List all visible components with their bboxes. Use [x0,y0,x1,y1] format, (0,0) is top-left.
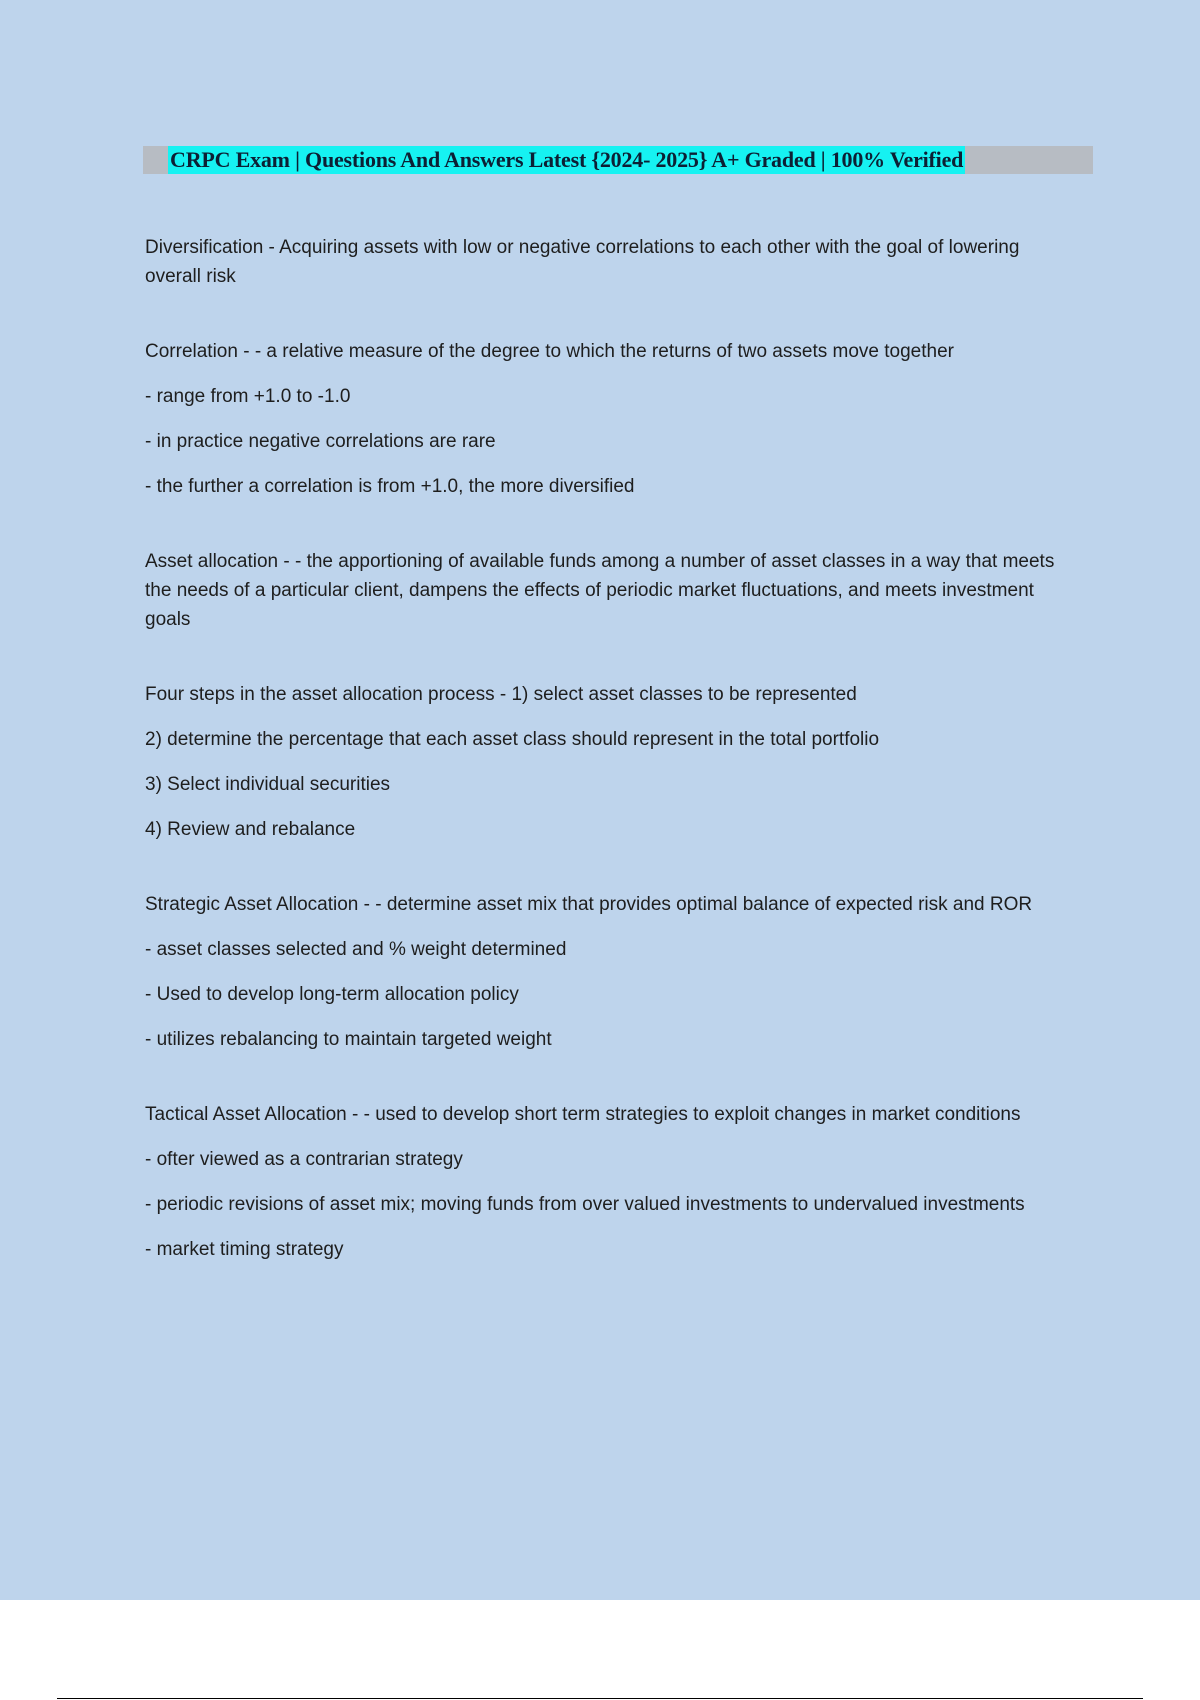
entry-diversification [145,233,1080,291]
entry-line: - periodic revisions of asset mix; moving funds from over valued investments to undervalued investments [145,1194,1025,1215]
entry-line: Strategic Asset Allocation - - determine asset mix that provides optimal balance of expected risk and ROR [145,894,1033,915]
entry-asset-allocation [145,547,1080,634]
entry-correlation [145,337,1080,501]
entry-line: Tactical Asset Allocation - - used to develop short term strategies to exploit changes in market conditions [145,1104,1021,1125]
entry-line: 2) determine the percentage that each asset class should represent in the total portfolio [145,729,880,750]
entry-line: 4) Review and rebalance [145,819,356,840]
entry-line: Four steps in the asset allocation process - 1) select asset classes to be represented [145,684,857,705]
entry-line: - utilizes rebalancing to maintain targeted weight [145,1029,552,1050]
document-title: CRPC Exam | Questions And Answers Latest {2024- 2025} A+ Graded | 100% Verified [170,147,964,172]
entry-line: - market timing strategy [145,1239,344,1260]
entry-line: - asset classes selected and % weight determined [145,939,567,960]
entry-line: Diversification - Acquiring assets with low or negative correlations to each other with the goal of lowering overall risk [145,237,1020,287]
entry-line: Correlation - - a relative measure of the degree to which the returns of two assets move together [145,341,954,362]
entry-four-steps [145,680,1080,844]
entry-line: 3) Select individual securities [145,774,391,795]
entry-line: - the further a correlation is from +1.0, the more diversified [145,476,635,497]
entry-line: Asset allocation - - the apportioning of available funds among a number of asset classes in a way that meets the needs of a particular client, dampens the effects of periodic market fluctuations, and meets investment goals [145,551,1055,630]
entry-line: - ofter viewed as a contrarian strategy [145,1149,463,1170]
entry-line: - Used to develop long-term allocation policy [145,984,519,1005]
document-body [145,233,1080,1310]
entry-strategic-asset-allocation [145,890,1080,1054]
entry-tactical-asset-allocation [145,1100,1080,1264]
entry-line: - range from +1.0 to -1.0 [145,386,351,407]
footer-divider [57,1698,1143,1699]
entry-line: - in practice negative correlations are rare [145,431,496,452]
